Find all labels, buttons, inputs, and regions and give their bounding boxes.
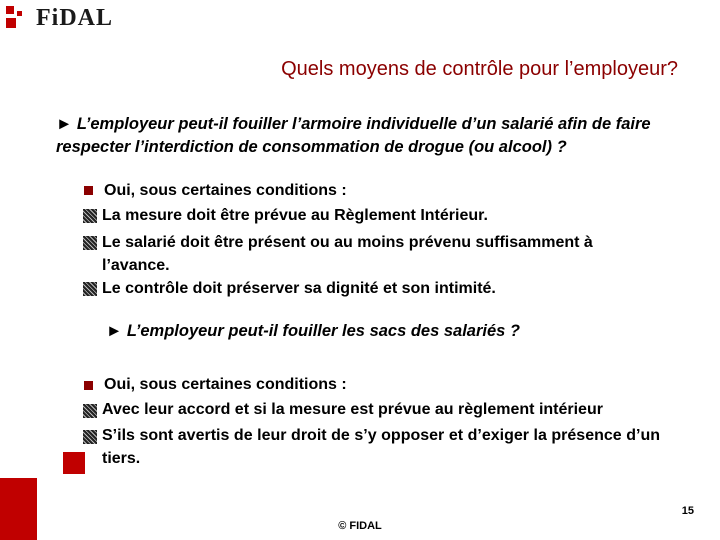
list-item: Le contrôle doit préserver sa dignité et son intimité.	[102, 280, 496, 297]
logo-mark	[6, 6, 28, 28]
answer-1-marker	[84, 186, 93, 195]
list-item: S’ils sont avertis de leur droit de s’y opposer et d’exiger la présence d’un tiers.	[102, 427, 660, 467]
bullet-icon	[83, 236, 97, 250]
decorative-square	[63, 452, 85, 474]
list-item: La mesure doit être prévue au Règlement Intérieur.	[102, 207, 488, 224]
list-item: Avec leur accord et si la mesure est prévue au règlement intérieur	[102, 401, 603, 418]
bullet-icon	[83, 404, 97, 418]
list-item: Le salarié doit être présent ou au moins prévenu suffisamment à l’avance.	[102, 234, 593, 274]
question-2: ► L’employeur peut-il fouiller les sacs des salariés ?	[106, 322, 521, 340]
logo-text: FiDAL	[36, 5, 113, 31]
bullet-icon	[83, 430, 97, 444]
question-1: ► L’employeur peut-il fouiller l’armoire individuelle d’un salarié afin de faire respecter l’interdiction de consommation de drogue (ou alcool) ?	[56, 115, 651, 156]
copyright: © FIDAL	[338, 520, 382, 532]
slide-title: Quels moyens de contrôle pour l’employeur?	[281, 58, 678, 80]
bullet-icon	[83, 209, 97, 223]
answer-2-marker	[84, 381, 93, 390]
bullet-icon	[83, 282, 97, 296]
decorative-corner-block	[0, 478, 37, 540]
page-number: 15	[681, 505, 694, 517]
answer-1: Oui, sous certaines conditions :	[104, 182, 347, 199]
answer-2: Oui, sous certaines conditions :	[104, 376, 347, 393]
